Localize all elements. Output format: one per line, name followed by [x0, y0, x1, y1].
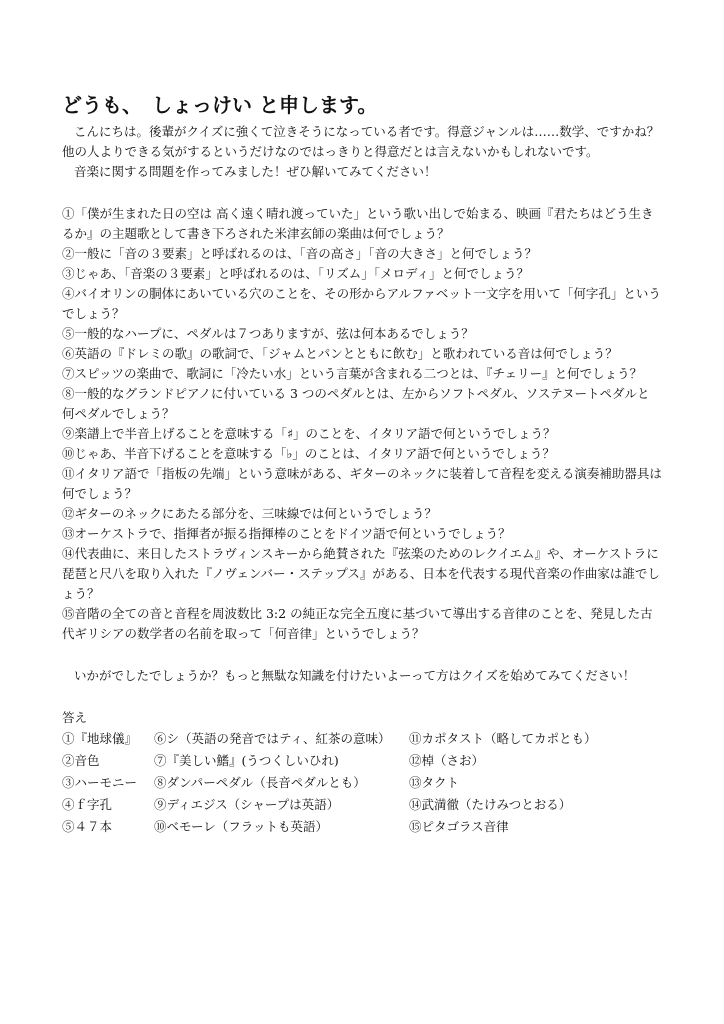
question-4: ④バイオリンの胴体にあいている穴のことを、その形からアルファベット一文字を用いて「何字孔」というでしょう？: [62, 286, 661, 321]
answer-14: ⑭武満徹（たけみつとおる）: [409, 797, 572, 812]
question-10: ⑩じゃあ、半音下げることを意味する「♭」のことは、イタリア語で何というでしょう？: [62, 446, 555, 461]
question-15: ⑮音階の全ての音と音程を周波数比 3:2 の純正な完全五度に基づいて導出する音律のことを、発見した古代ギリシアの数学者の名前を取って「何音律」というでしょう？: [62, 606, 653, 641]
question-1: ①「僕が生まれた日の空は 高く遠く晴れ渡っていた」という歌い出しで始まる、映画『君たちはどう生きるか』の主題歌として書き下ろされた米津玄師の楽曲は何でしょう？: [62, 206, 654, 241]
question-13: ⑬オーケストラで、指揮者が振る指揮棒のことをドイツ語で何というでしょう？: [62, 526, 511, 541]
answer-6: ⑥シ（英語の発音ではティ、紅茶の意味）: [154, 731, 391, 746]
question-9: ⑨楽譜上で半音上げることを意味する「♯」のことを、イタリア語で何というでしょう？: [62, 426, 556, 441]
answer-11: ⑪カポタスト（略してカポとも）: [409, 731, 597, 746]
answer-4: ④ｆ字孔: [62, 797, 113, 812]
answer-2: ②音色: [62, 753, 100, 768]
question-8: ⑧一般的なグランドピアノに付いている 3 つのペダルとは、左からソフトペダル、ソステヌートペダルと何ペダルでしょう？: [62, 386, 650, 421]
answer-13: ⑬タクト: [409, 775, 460, 790]
answer-3: ③ハーモニー: [62, 775, 138, 790]
answer-10: ⑩ベモーレ（フラットも英語）: [154, 819, 329, 834]
spacer: [62, 644, 662, 666]
spacer: [62, 686, 662, 708]
question-12: ⑫ギターのネックにあたる部分を、三味線では何というでしょう？: [62, 506, 437, 521]
answers-table: [62, 728, 662, 838]
intro-paragraph: こんにちは。後輩がクイズに強くて泣きそうになっている者です。得意ジャンルは……数学、ですかね？他の人よりできる気がするというだけなのではっきりと得意だとは言えないかもしれないです。: [62, 124, 660, 159]
question-6: ⑥英語の『ドレミの歌』の歌詞で、「ジャムとパンとともに飲む」と歌われている音は何でしょう？: [62, 346, 618, 361]
spacer: [62, 182, 662, 204]
document-page: [62, 92, 662, 838]
closing-message: いかがでしたでしょうか？もっと無駄な知識を付けたいよーって方はクイズを始めてみてください！: [74, 668, 636, 683]
answers-heading: 答え: [62, 710, 88, 725]
question-11: ⑪イタリア語で「指板の先端」という意味がある、ギターのネックに装着して音程を変える演奏補助器具は何でしょう？: [62, 466, 662, 501]
answer-12: ⑫棹（さお）: [409, 753, 485, 768]
question-list: [62, 204, 662, 644]
answer-5: ⑤４７本: [62, 819, 113, 834]
question-3: ③じゃあ、「音楽の３要素」と呼ばれるのは、「リズム」「メロディ」と何でしょう？: [62, 266, 530, 281]
intro-paragraph: 音楽に関する問題を作ってみました！ぜひ解いてみてください！: [74, 164, 437, 179]
question-14: ⑭代表曲に、来日したストラヴィンスキーから絶賛された『弦楽のためのレクイエム』や、オーケストラに琵琶と尺八を取り入れた『ノヴェンバー・ステップス』がある、日本を代表する現代音楽の作曲家は誰でしょう？: [62, 546, 660, 601]
answer-1: ①『地球儀』: [62, 731, 138, 746]
question-7: ⑦スピッツの楽曲で、歌詞に「冷たい水」という言葉が含まれる二つとは、『チェリー』と何でしょう？: [62, 366, 643, 381]
page-title: どうも、 しょっけい と申します。: [62, 93, 378, 117]
answer-15: ⑮ピタゴラス音律: [409, 819, 509, 834]
answer-7: ⑦『美しい鰭』(うつくしいひれ): [154, 753, 339, 768]
question-2: ②一般に「音の３要素」と呼ばれるのは、「音の高さ」「音の大きさ」と何でしょう？: [62, 246, 538, 261]
answer-8: ⑧ダンパーペダル（長音ペダルとも）: [154, 775, 366, 790]
question-5: ⑤一般的なハープに、ペダルは７つありますが、弦は何本あるでしょう？: [62, 326, 474, 341]
answer-9: ⑨ディエジス（シャープは英語）: [154, 797, 340, 812]
